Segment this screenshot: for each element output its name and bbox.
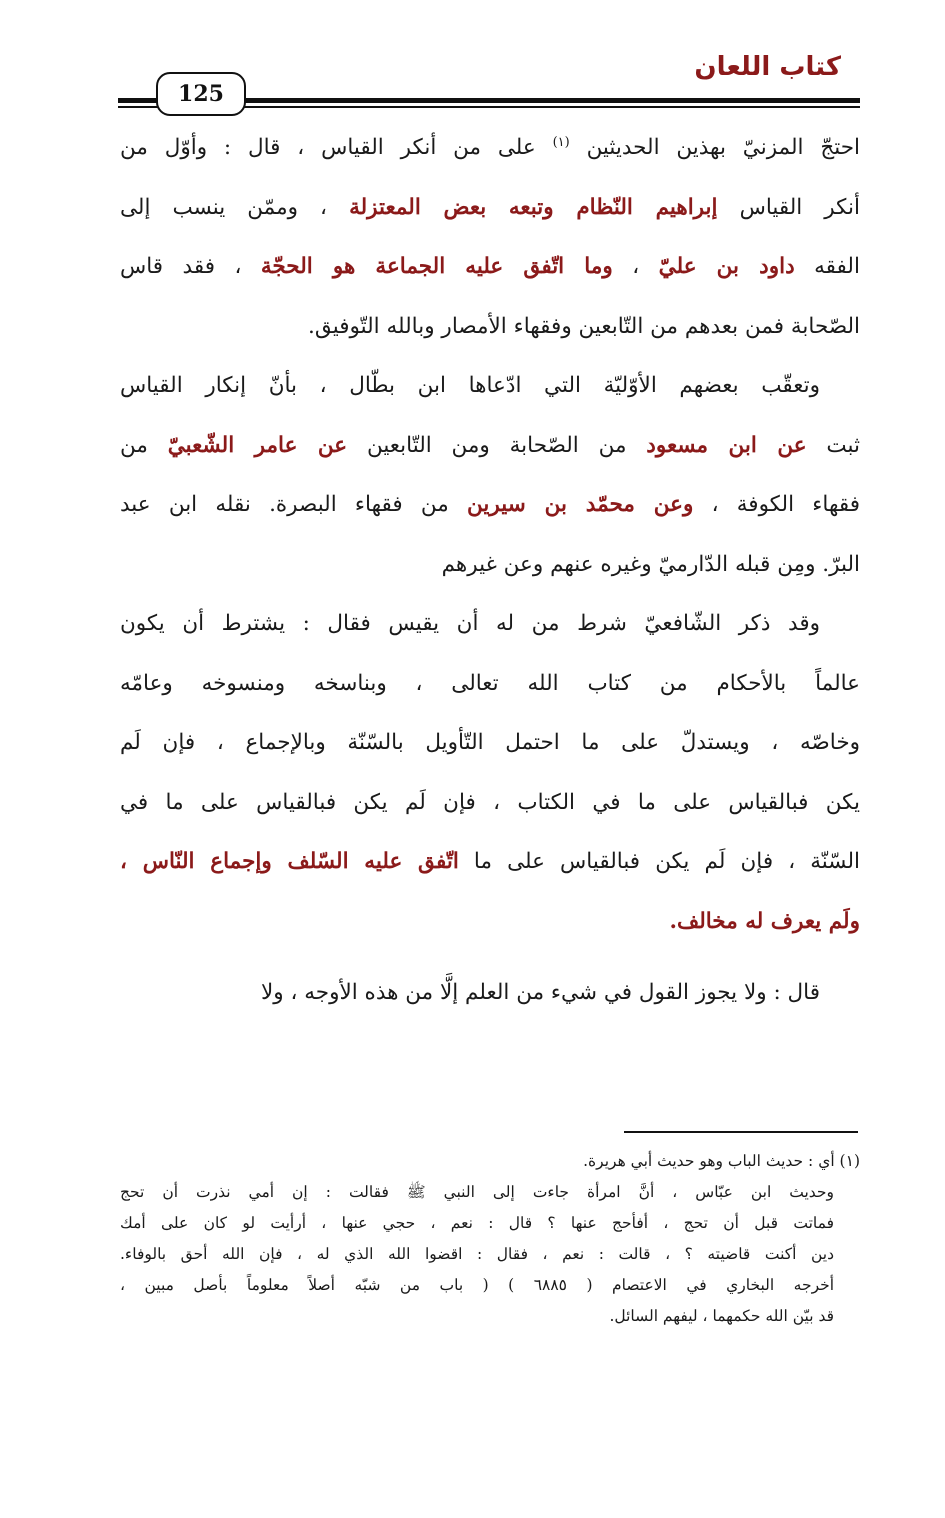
text-line: يكن فبالقياس على ما في الكتاب ، فإن لَم يكن فبالقياس على ما في <box>120 789 860 815</box>
text-line: قال : ولا يجوز القول في شيء من العلم إلَّا من هذه الأوجه ، ولا <box>261 980 820 1005</box>
footnote-line: قد بيّن الله حكمهما ، ليفهم السائل. <box>609 1307 834 1325</box>
highlighted-phrase: وما اتّفق عليه الجماعة هو الحجّة <box>260 254 613 279</box>
page-number-box <box>156 72 246 116</box>
main-text <box>120 118 860 1023</box>
footnote-line: (١) أي : حديث الباب وهو حديث أبي هريرة. <box>583 1152 860 1170</box>
text-line: وقد ذكر الشّافعيّ شرط من له أن يقيس فقال : يشترط أن يكون <box>120 611 820 636</box>
footnote-reference[interactable]: (١) <box>552 134 570 150</box>
book-title: كتاب اللعان <box>694 52 841 82</box>
text-line: الفقه داود بن عليّ ، وما اتّفق عليه الجماعة هو الحجّة ، فقد قاس <box>120 254 860 279</box>
highlighted-name: عن ابن مسعود <box>646 432 807 458</box>
footnote-separator <box>624 1131 858 1133</box>
text-line: أنكر القياس إبراهيم النّظام وتبعه بعض المعتزلة ، وممّن ينسب إلى <box>120 194 860 220</box>
footnote-line: فماتت قبل أن تحج ، أفأحج عنها ؟ قال : نعم ، حجي عنها ، أرأيت لو كان على أمك <box>120 1214 834 1232</box>
text-line: عالماً بالأحكام من كتاب الله تعالى ، وبناسخه ومنسوخه وعامّه <box>120 670 860 696</box>
highlighted-name: عن عامر الشّعبيّ <box>167 432 348 458</box>
text-line: ثبت عن ابن مسعود من الصّحابة ومن التّابعين عن عامر الشّعبيّ من <box>120 432 860 458</box>
text-line: البرّ. ومِن قبله الدّارميّ وغيره عنهم وعن غيرهم <box>441 551 860 577</box>
highlighted-name: وعن محمّد بن سيرين <box>467 492 694 517</box>
text-line: وخاصّه ، ويستدلّ على ما احتمل التّأويل بالسّنّة وبالإجماع ، فإن لَم <box>120 730 860 755</box>
footnote-line: وحديث ابن عبّاس ، أنَّ امرأة جاءت إلى النبي ﷺ فقالت : إن أمي نذرت أن تحج <box>120 1183 834 1201</box>
text-line: السّنّة ، فإن لَم يكن فبالقياس على ما اتّفق عليه السّلف وإجماع النّاس ، <box>120 849 860 874</box>
text-line: الصّحابة فمن بعدهم من التّابعين وفقهاء الأمصار وبالله التّوفيق. <box>308 313 860 339</box>
text-line: فقهاء الكوفة ، وعن محمّد بن سيرين من فقهاء البصرة. نقله ابن عبد <box>120 492 860 517</box>
highlighted-name: داود بن عليّ <box>658 254 795 279</box>
highlighted-phrase: ولَم يعرف له مخالف. <box>669 908 860 934</box>
highlighted-phrase: اتّفق عليه السّلف وإجماع النّاس ، <box>120 849 459 874</box>
highlighted-name: إبراهيم النّظام وتبعه بعض المعتزلة <box>349 194 718 220</box>
footnotes <box>120 1146 860 1332</box>
text-line <box>120 892 860 952</box>
footnote-line: دين أكنت قاضيته ؟ ، قالت : نعم ، فقال : اقضوا الله الذي له ، فإن الله أحق بالوفاء. <box>120 1245 834 1263</box>
text-line: احتجّ المزنيّ بهذين الحديثين $^{(١)}$ على من أنكر القياس ، قال : وأوّل من <box>120 134 860 160</box>
text-line: وتعقّب بعضهم الأوّليّة التي ادّعاها ابن بطّال ، بأنّ إنكار القياس <box>120 373 820 398</box>
page-number: 125 <box>178 81 224 107</box>
footnote-line: أخرجه البخاري في الاعتصام ( ٦٨٨٥ ) ( باب من شبّه أصلاً معلوماً بأصل مبين ، <box>120 1276 835 1294</box>
